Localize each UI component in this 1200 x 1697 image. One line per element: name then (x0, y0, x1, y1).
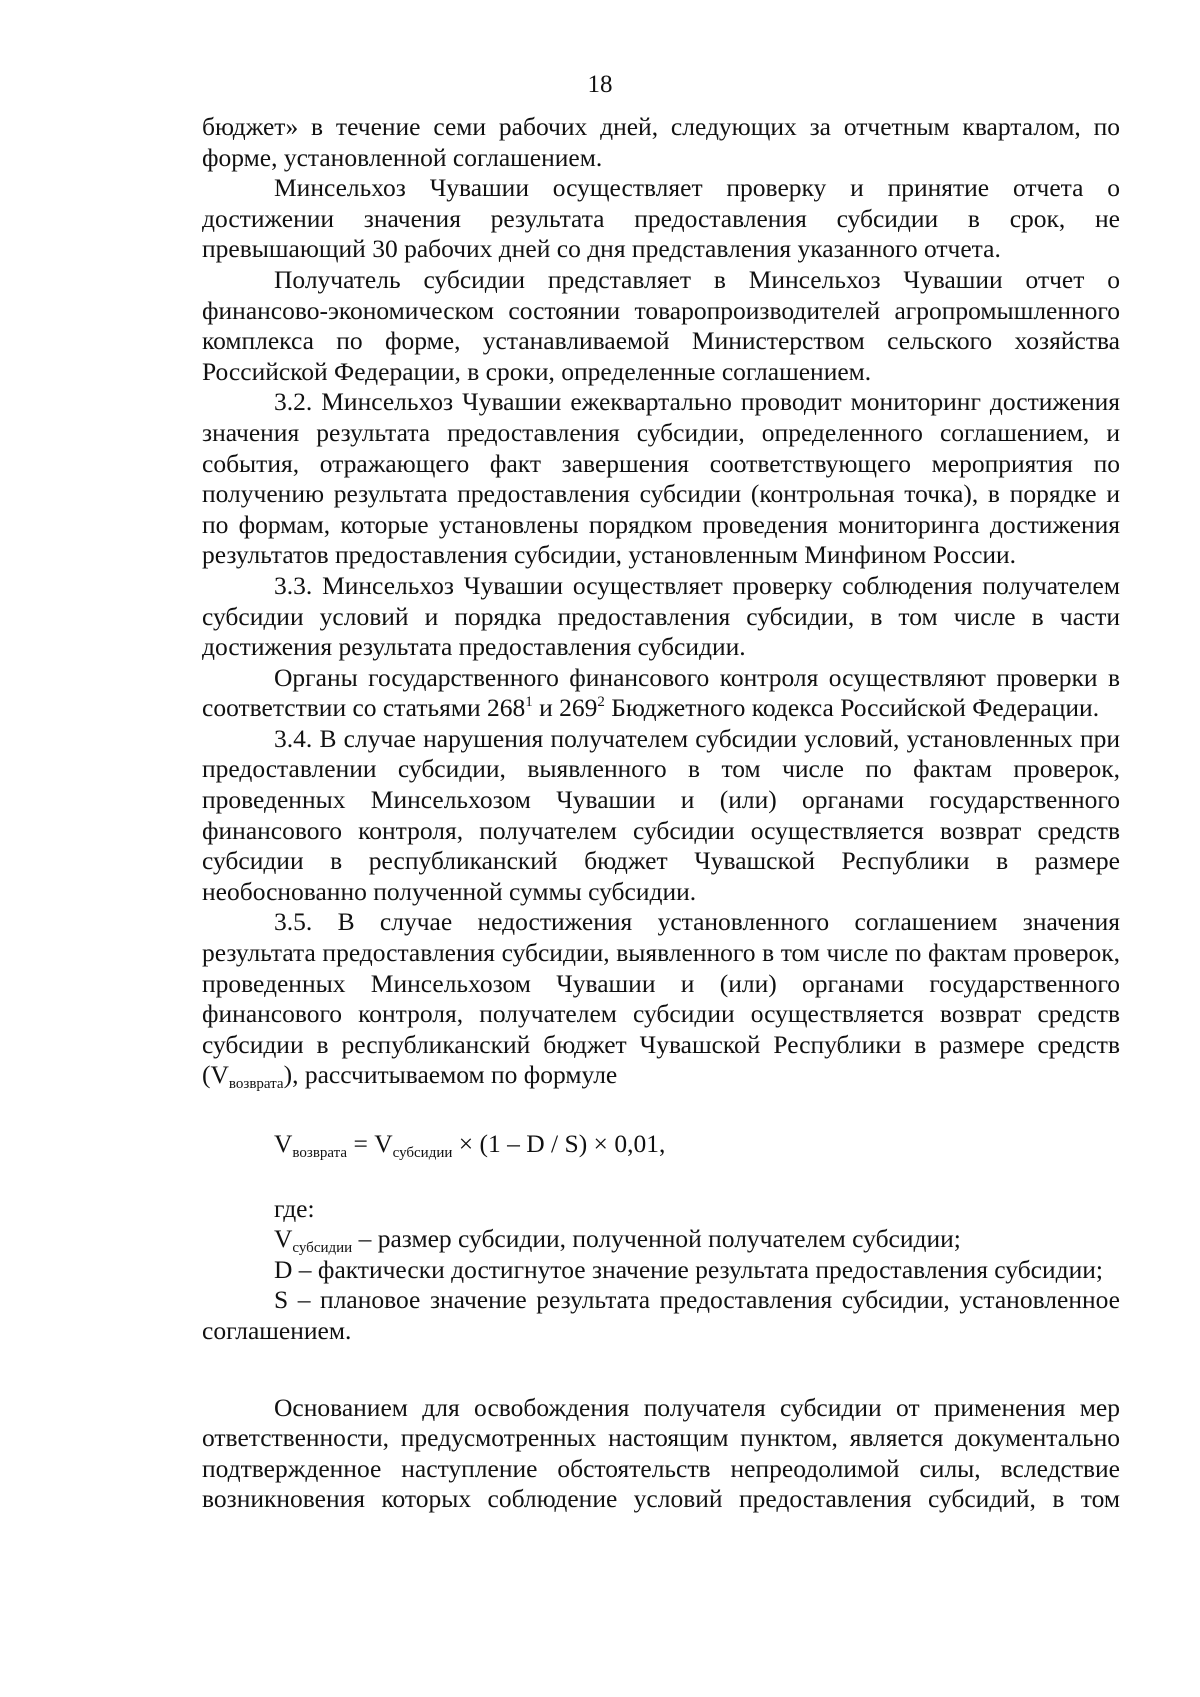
document-body (202, 112, 1120, 1515)
paragraph-force-majeure: Основанием для освобождения получателя субсидии от применения мер ответственности, предусмотренных настоящим пунктом, является документально подтвержденное наступление обстоятельств непреодолимой силы, вследствие возникновения которых соблюдение условий предоставления субсидий, в том (202, 1392, 1120, 1514)
v-return-subscript: возврата (228, 1076, 284, 1093)
formula-rest: × (1 – D / S) × 0,01, (452, 1129, 666, 1158)
paragraph-3-5-non-achievement (202, 907, 1120, 1091)
paragraph-3-3-verification: 3.3. Минсельхоз Чувашии осуществляет проверку соблюдения получателем субсидии условий и порядка предоставления субсидии, в том числе в части достижения результата предоставления субсидии. (202, 570, 1120, 662)
definition-v: V (274, 1224, 293, 1254)
definition-v-subsidy-subscript: субсидии (292, 1240, 353, 1257)
return-formula (202, 1129, 1120, 1160)
article-268-superscript: 1 (525, 694, 533, 711)
paragraph-report-check: Минсельхоз Чувашии осуществляет проверку и принятие отчета о достижении значения результата предоставления субсидии в срок, не превышающий 30 рабочих дней со дня представления указанного отчета. (202, 173, 1120, 264)
where-label: где: (274, 1193, 315, 1223)
state-control-text-2: и 269 (532, 693, 598, 723)
formula-equals-v: = V (347, 1129, 393, 1158)
paragraph-state-control (202, 663, 1120, 724)
formula-v-return-subscript: возврата (292, 1145, 348, 1161)
non-achievement-text-2: ), рассчитываемом по формуле (283, 1060, 618, 1090)
formula-v: V (274, 1129, 293, 1158)
paragraph-continuation: бюджет» в течение семи рабочих дней, следующих за отчетным кварталом, по форме, установленной соглашением. (202, 112, 1120, 172)
article-269-superscript: 2 (597, 694, 605, 711)
definition-d: D – фактически достигнутое значение результата предоставления субсидии; (274, 1254, 1103, 1284)
page-number: 18 (587, 71, 613, 98)
paragraph-financial-report: Получатель субсидии представляет в Минсельхоз Чувашии отчет о финансово-экономическом состоянии товаропроизводителей агропромышленного комплекса по форме, устанавливаемой Министерством сельского хозяйства Российской Федерации, в сроки, определенные соглашением. (202, 264, 1120, 386)
paragraph-3-2-monitoring: 3.2. Минсельхоз Чувашии ежеквартально проводит мониторинг достижения значения результата предоставления субсидии, определенного соглашением, и события, отражающего факт завершения соответствующего мероприятия по получению результата предоставления субсидии (контрольная точка), в порядке и по формам, которые установлены порядком проведения мониторинга достижения результатов предоставления субсидии, установленным Минфином России. (202, 387, 1120, 570)
definition-s: S – плановое значение результата предоставления субсидии, установленное соглашением. (202, 1285, 1120, 1345)
state-control-text-1: Органы государственного финансового контроля осуществляют проверки в соответствии со статьями 268 (202, 662, 1120, 723)
definition-v-subsidy (202, 1224, 1120, 1255)
paragraph-3-4-violation: 3.4. В случае нарушения получателем субсидии условий, установленных при предоставлении субсидии, выявленного в том числе по фактам проверок, проведенных Минсельхозом Чувашии и (или) органами государственного финансового контроля, получателем субсидии осуществляется возврат средств субсидии в республиканский бюджет Чувашской Республики в размере необоснованно полученной суммы субсидии. (202, 723, 1120, 906)
state-control-text-3: Бюджетного кодекса Российской Федерации. (604, 693, 1100, 723)
formula-v-subsidy-subscript: субсидии (392, 1145, 453, 1161)
non-achievement-text-1: 3.5. В случае недостижения установленного соглашением значения результата предоставления субсидии, выявленного в том числе по фактам проверок, проведенных Минсельхозом Чувашии и (или) органами государственного финансового контроля, получателем субсидии осуществляется возврат средств субсидии в республиканский бюджет Чувашской Республики в размере средств (V (202, 907, 1120, 1090)
definition-v-text: – размер субсидии, полученной получателем субсидии; (352, 1224, 961, 1254)
